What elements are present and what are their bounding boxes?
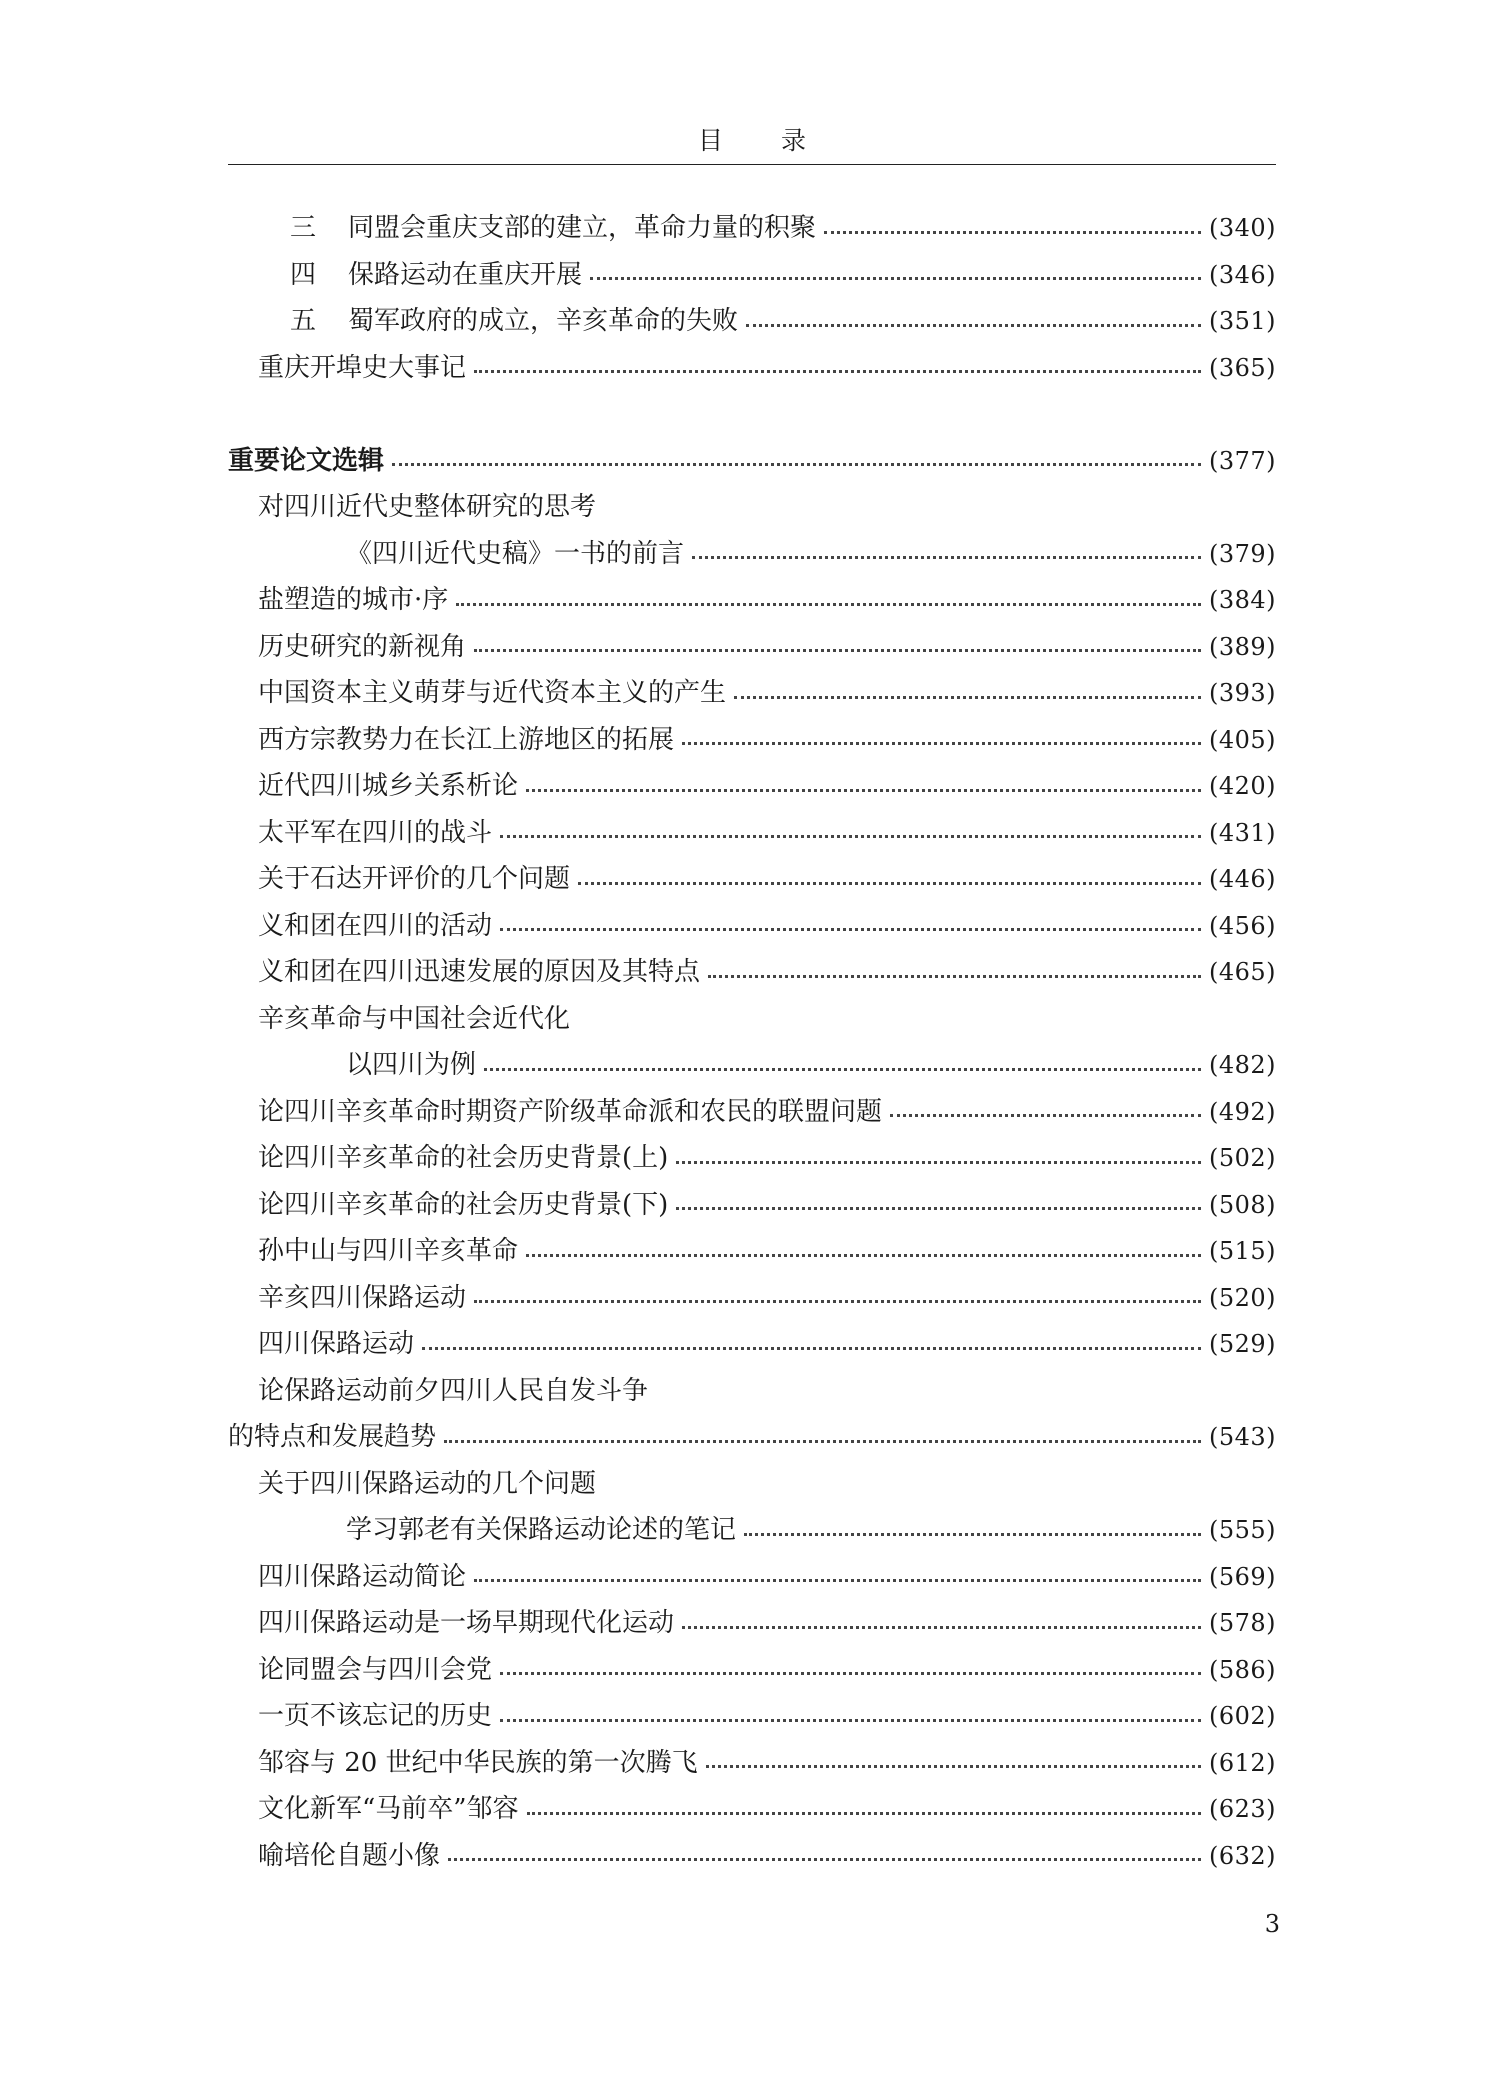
toc-entry: [228, 1507, 1276, 1554]
toc-entry-title: 关于四川保路运动的几个问题: [258, 1468, 597, 1499]
dot-leader: [590, 277, 1201, 280]
toc-entry-page: (379): [1208, 539, 1276, 568]
toc-entry-page: (586): [1208, 1655, 1276, 1684]
toc-entry-title: 中国资本主义萌芽与近代资本主义的产生: [258, 678, 727, 708]
toc-entry-label: [258, 1786, 519, 1833]
toc-entry: [228, 1461, 1276, 1508]
toc-entry: [228, 531, 1276, 578]
toc-entry-title: 论四川辛亥革命时期资产阶级革命派和农民的联盟问题: [258, 1096, 883, 1127]
dot-leader: [824, 231, 1201, 234]
toc-entry-page: (508): [1208, 1190, 1276, 1219]
toc-entry-title: 关于石达开评价的几个问题: [258, 864, 571, 894]
toc-entry-page: (377): [1208, 446, 1276, 475]
toc-entry-label: [258, 810, 492, 857]
dot-leader: [474, 1579, 1201, 1582]
toc-entry-label: [258, 1647, 492, 1694]
toc-entry-label: [258, 856, 570, 903]
toc-entry-title: 四川保路运动简论: [258, 1561, 467, 1592]
toc-entry-page: (351): [1208, 307, 1276, 335]
toc-entry-page: (578): [1208, 1609, 1276, 1637]
toc-entry-label: [258, 1740, 698, 1787]
toc-entry-label: [258, 1368, 648, 1415]
toc-entry-title: 重庆开埠史大事记: [258, 352, 467, 383]
toc-entry: [228, 1414, 1276, 1461]
toc-entry-page: (555): [1208, 1516, 1276, 1544]
toc-entry-title: 保路运动在重庆开展: [348, 259, 583, 290]
toc-entry-page: (569): [1208, 1562, 1276, 1591]
dot-leader: [527, 1812, 1201, 1815]
toc-entry-label: [258, 484, 596, 531]
toc-entry-title: 邹容与 20 世纪中华民族的第一次腾飞: [258, 1747, 698, 1778]
dot-leader: [676, 1207, 1201, 1210]
toc-entry: [228, 1600, 1276, 1647]
toc-entry-page: (393): [1208, 679, 1276, 707]
toc-entry: [228, 1833, 1276, 1880]
toc-entry-title: 论四川辛亥革命的社会历史背景(下): [258, 1189, 669, 1220]
dot-leader: [500, 1672, 1201, 1675]
toc-entry-title: 《四川近代史稿》一书的前言: [346, 538, 685, 569]
toc-entry-page: (632): [1208, 1841, 1276, 1870]
toc-entry-title: 盐塑造的城市·序: [258, 585, 449, 615]
toc-entry: [228, 1647, 1276, 1694]
dot-leader: [692, 556, 1201, 559]
toc-entry-title: 同盟会重庆支部的建立，革命力量的积聚: [348, 213, 817, 243]
toc-entry-label: [258, 996, 570, 1043]
dot-leader: [422, 1347, 1201, 1350]
toc-entry-page: (520): [1208, 1283, 1276, 1312]
table-of-contents: [228, 205, 1276, 1879]
toc-entry-label: [346, 1507, 736, 1554]
dot-leader: [474, 1300, 1201, 1303]
dot-leader: [526, 1254, 1201, 1257]
toc-entry-label: [258, 577, 448, 624]
toc-entry-number: 三: [290, 213, 317, 243]
toc-entry-title: 一页不该忘记的历史: [258, 1701, 493, 1731]
toc-entry: [228, 1182, 1276, 1229]
dot-leader: [744, 1533, 1201, 1536]
toc-entry: [228, 717, 1276, 764]
toc-entry-title: 的特点和发展趋势: [228, 1422, 437, 1452]
section-gap: [228, 391, 1276, 438]
toc-entry: [228, 1740, 1276, 1787]
toc-entry: [228, 949, 1276, 996]
toc-entry-title: 论同盟会与四川会党: [258, 1654, 493, 1685]
toc-entry-title: 喻培伦自题小像: [258, 1840, 441, 1871]
toc-entry-title: 论保路运动前夕四川人民自发斗争: [258, 1375, 649, 1406]
toc-entry: [228, 1321, 1276, 1368]
toc-entry-label: [258, 949, 700, 996]
toc-entry-page: (602): [1208, 1702, 1276, 1730]
toc-entry-page: (612): [1208, 1748, 1276, 1777]
dot-leader: [708, 975, 1201, 978]
toc-entry-label: [258, 717, 674, 764]
toc-entry-number: 四: [290, 259, 317, 290]
toc-entry-page: (365): [1208, 353, 1276, 382]
toc-entry: [228, 624, 1276, 671]
toc-entry: [228, 1089, 1276, 1136]
page-header-title: 目录: [697, 126, 864, 155]
dot-leader: [444, 1440, 1201, 1443]
dot-leader: [474, 370, 1201, 373]
toc-entry-title: 四川保路运动是一场早期现代化运动: [258, 1608, 675, 1638]
toc-entry-page: (384): [1208, 586, 1276, 614]
toc-entry-title: 文化新军“马前卒”邹容: [258, 1794, 519, 1824]
toc-entry-title: 重要论文选辑: [228, 445, 385, 476]
toc-entry-label: [258, 1135, 668, 1182]
toc-entry-title: 四川保路运动: [258, 1329, 415, 1359]
toc-entry-label: [258, 1833, 440, 1880]
toc-entry-title: 义和团在四川迅速发展的原因及其特点: [258, 957, 701, 987]
toc-entry-page: (405): [1208, 725, 1276, 754]
toc-entry-label: [258, 1693, 492, 1740]
toc-entry-label: [258, 624, 466, 671]
page-number: 3: [1264, 1910, 1280, 1938]
toc-entry-page: (623): [1208, 1795, 1276, 1823]
toc-entry-label: [258, 1228, 518, 1275]
toc-entry-title: 辛亥革命与中国社会近代化: [258, 1003, 571, 1034]
toc-entry: [228, 856, 1276, 903]
toc-entry-title: 以四川为例: [346, 1050, 477, 1080]
toc-entry-page: (465): [1208, 958, 1276, 986]
toc-entry-label: [228, 1414, 436, 1461]
dot-leader: [526, 789, 1201, 792]
toc-entry: [228, 484, 1276, 531]
dot-leader: [706, 1765, 1201, 1768]
toc-entry: [228, 345, 1276, 392]
header-rule: [228, 164, 1276, 165]
toc-entry-title: 义和团在四川的活动: [258, 910, 493, 941]
dot-leader: [500, 835, 1201, 838]
dot-leader: [474, 649, 1201, 652]
toc-entry-page: (456): [1208, 911, 1276, 940]
toc-entry-title: 西方宗教势力在长江上游地区的拓展: [258, 724, 675, 755]
toc-entry-page: (346): [1208, 260, 1276, 289]
toc-entry: [228, 1554, 1276, 1601]
toc-entry-title: 太平军在四川的战斗: [258, 817, 493, 848]
toc-entry: [228, 810, 1276, 857]
toc-entry-title: 近代四川城乡关系析论: [258, 771, 519, 801]
toc-entry-label: [346, 531, 684, 578]
toc-entry-page: (389): [1208, 632, 1276, 661]
toc-entry-label: [258, 670, 726, 717]
toc-entry: [228, 1693, 1276, 1740]
toc-entry: [228, 1135, 1276, 1182]
dot-leader: [734, 696, 1201, 699]
toc-entry-title: 历史研究的新视角: [258, 631, 467, 662]
toc-entry: [228, 670, 1276, 717]
toc-section-heading: [228, 438, 1276, 485]
toc-entry-label: [258, 1089, 882, 1136]
toc-entry-page: (340): [1208, 214, 1276, 242]
toc-entry-label: [258, 345, 466, 392]
dot-leader: [682, 742, 1201, 745]
toc-entry-title: 孙中山与四川辛亥革命: [258, 1236, 519, 1266]
toc-entry-page: (446): [1208, 865, 1276, 893]
toc-entry-title: 论四川辛亥革命的社会历史背景(上): [258, 1143, 669, 1173]
toc-entry-page: (529): [1208, 1330, 1276, 1358]
toc-entry: [228, 1368, 1276, 1415]
toc-entry-title: 学习郭老有关保路运动论述的笔记: [346, 1515, 737, 1545]
toc-entry-label: [258, 1182, 668, 1229]
dot-leader: [682, 1626, 1201, 1629]
toc-entry-label: [290, 205, 816, 252]
dot-leader: [456, 603, 1201, 606]
toc-entry-label: [290, 298, 738, 345]
dot-leader: [578, 882, 1201, 885]
toc-entry-label: [228, 438, 384, 485]
toc-entry-label: [258, 1275, 466, 1322]
toc-entry-page: (431): [1208, 818, 1276, 847]
toc-entry-label: [258, 1461, 596, 1508]
toc-entry-title: 蜀军政府的成立，辛亥革命的失败: [348, 306, 739, 336]
toc-entry: [228, 1275, 1276, 1322]
toc-entry-page: (515): [1208, 1237, 1276, 1265]
toc-entry-label: [290, 252, 582, 299]
dot-leader: [448, 1858, 1201, 1861]
toc-entry: [228, 996, 1276, 1043]
toc-entry-label: [346, 1042, 476, 1089]
toc-entry: [228, 903, 1276, 950]
toc-entry-page: (502): [1208, 1144, 1276, 1172]
dot-leader: [500, 928, 1201, 931]
toc-entry-label: [258, 1600, 674, 1647]
dot-leader: [500, 1719, 1201, 1722]
toc-entry: [228, 252, 1276, 299]
toc-entry-label: [258, 903, 492, 950]
toc-entry-page: (482): [1208, 1051, 1276, 1079]
toc-entry: [228, 577, 1276, 624]
toc-entry-label: [258, 763, 518, 810]
toc-entry: [228, 298, 1276, 345]
toc-entry: [228, 1042, 1276, 1089]
dot-leader: [676, 1161, 1201, 1164]
toc-entry-page: (543): [1208, 1423, 1276, 1451]
toc-entry-title: 对四川近代史整体研究的思考: [258, 492, 597, 522]
dot-leader: [746, 324, 1201, 327]
toc-entry-page: (492): [1208, 1097, 1276, 1126]
dot-leader: [484, 1068, 1201, 1071]
toc-entry-label: [258, 1554, 466, 1601]
dot-leader: [392, 463, 1201, 466]
toc-entry-number: 五: [290, 306, 317, 336]
toc-entry: [228, 205, 1276, 252]
toc-entry-label: [258, 1321, 414, 1368]
toc-entry: [228, 763, 1276, 810]
toc-entry: [228, 1786, 1276, 1833]
dot-leader: [890, 1114, 1201, 1117]
toc-entry-title: 辛亥四川保路运动: [258, 1282, 467, 1313]
toc-entry-page: (420): [1208, 772, 1276, 800]
toc-entry: [228, 1228, 1276, 1275]
